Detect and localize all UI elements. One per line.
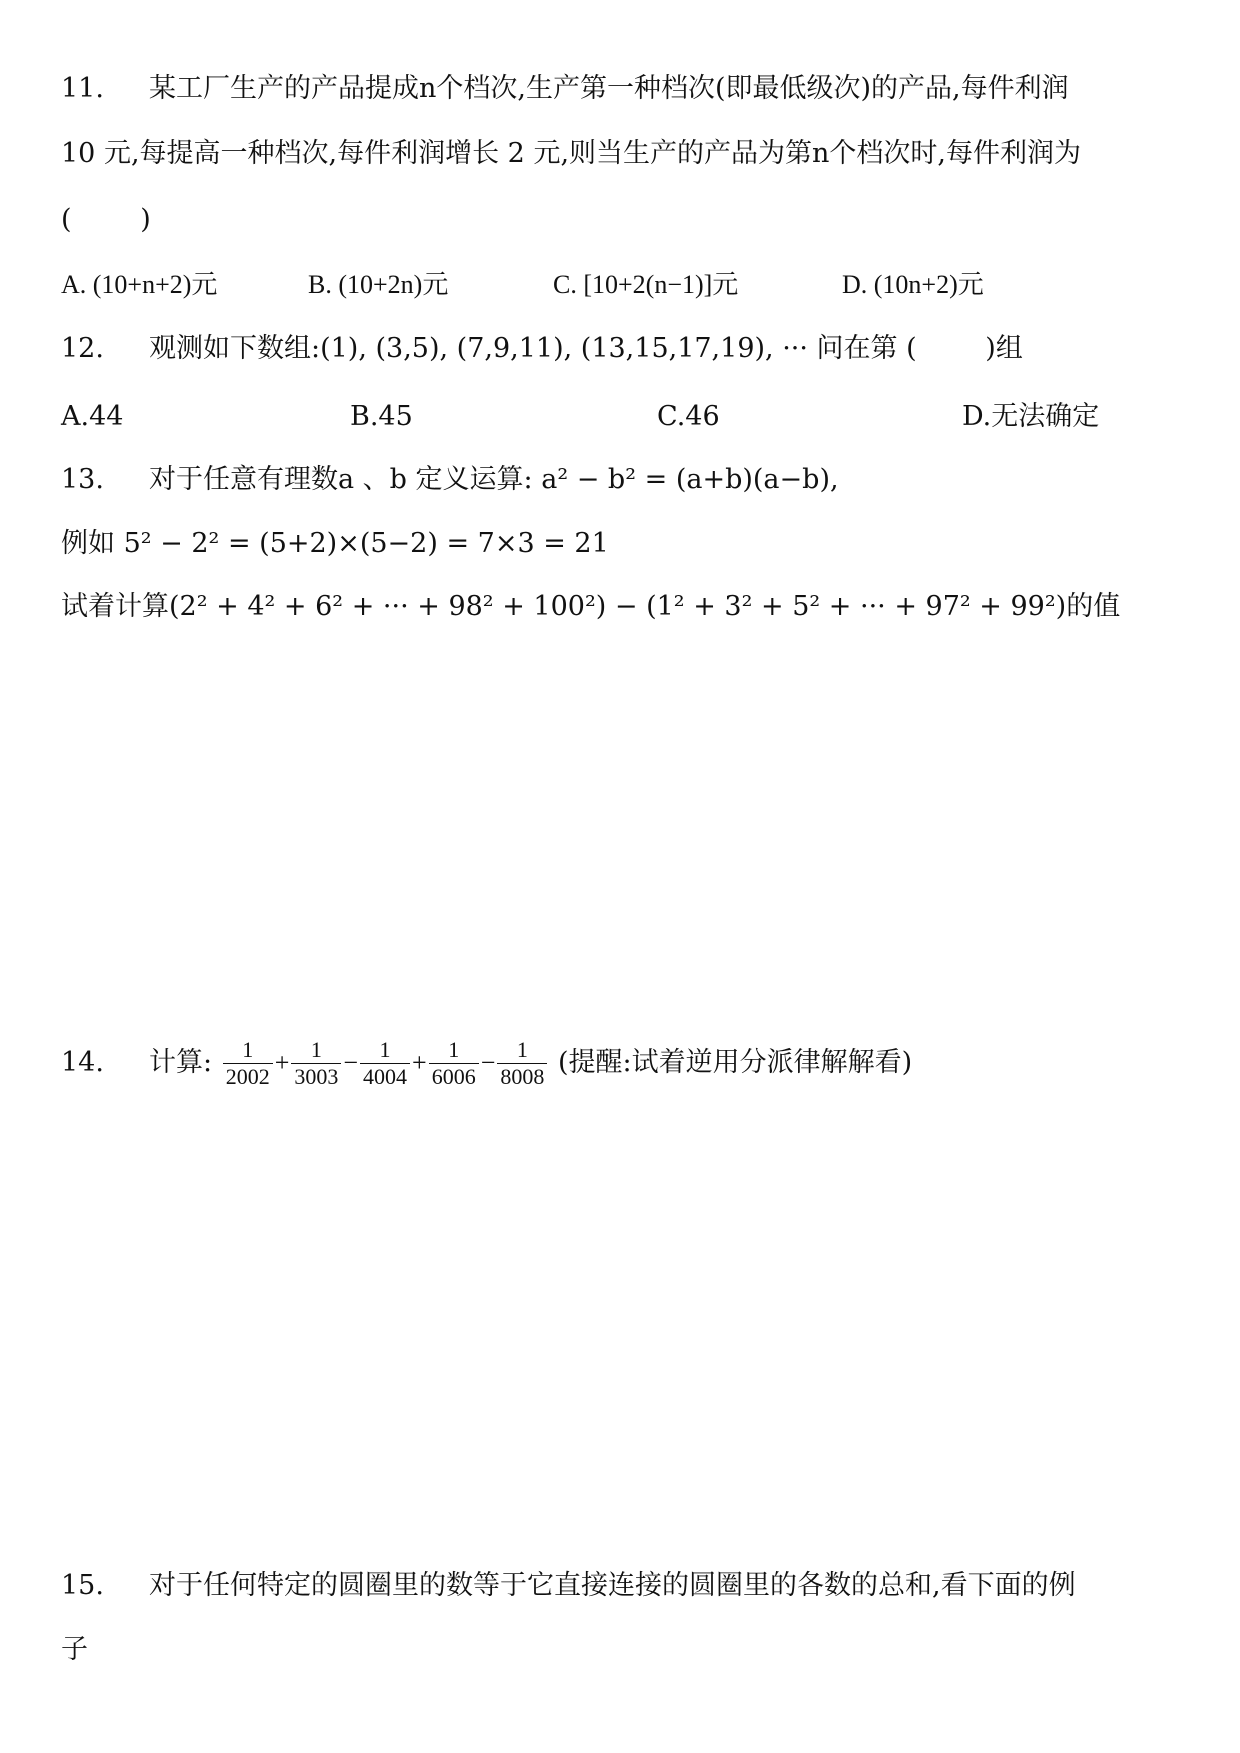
operator-sign: − xyxy=(480,1048,496,1077)
q14-hint: (提醒:试着逆用分派律解解看) xyxy=(557,1047,913,1078)
q14-expression xyxy=(149,1028,912,1098)
operator-sign: + xyxy=(274,1048,290,1077)
numerator: 1 xyxy=(497,1037,547,1064)
denominator: 4004 xyxy=(363,1064,408,1089)
operator-sign: − xyxy=(343,1048,359,1077)
q13-task: 试着计算(2² + 4² + 6² + ··· + 98² + 100²) − (1² + 3² + 5² + ··· + 97² + 99²)的值 xyxy=(61,591,1121,622)
q11-option-a: A. (10+n+2)元 xyxy=(61,270,218,299)
q11-blank: ( ) xyxy=(61,204,151,235)
denominator: 6006 xyxy=(431,1064,476,1089)
q11-option-b: B. (10+2n)元 xyxy=(308,270,449,299)
q12-option-b: B.45 xyxy=(350,401,413,432)
q15-number: 15. xyxy=(61,1570,104,1601)
numerator: 1 xyxy=(429,1037,479,1064)
q12-option-c: C.46 xyxy=(657,401,720,432)
fraction xyxy=(360,1037,410,1090)
denominator: 8008 xyxy=(500,1064,545,1089)
q12-number: 12. xyxy=(61,333,104,364)
q14-number: 14. xyxy=(61,1047,104,1078)
q12-option-d: D.无法确定 xyxy=(962,401,1100,432)
denominator: 3003 xyxy=(294,1064,339,1089)
fraction xyxy=(429,1037,479,1090)
fraction xyxy=(497,1037,547,1090)
fraction xyxy=(223,1037,273,1090)
q11-line2: 10 元,每提高一种档次,每件利润增长 2 元,则当生产的产品为第n个档次时,每件利润为 xyxy=(61,138,1081,169)
q11-line1: 某工厂生产的产品提成n个档次,生产第一种档次(即最低级次)的产品,每件利润 xyxy=(149,73,1069,104)
q12-text: 观测如下数组:(1), (3,5), (7,9,11), (13,15,17,19), ··· 问在第 ( )组 xyxy=(149,333,1023,364)
q13-number: 13. xyxy=(61,464,104,495)
q11-option-c: C. [10+2(n−1)]元 xyxy=(553,270,739,299)
q15-line2: 子 xyxy=(61,1634,88,1665)
operator-sign: + xyxy=(412,1048,427,1077)
denominator: 2002 xyxy=(225,1064,270,1089)
q13-text: 对于任意有理数a 、b 定义运算: a² − b² = (a+b)(a−b), xyxy=(149,464,839,495)
fraction xyxy=(291,1037,341,1090)
numerator: 1 xyxy=(291,1037,341,1064)
q13-example: 例如 5² − 2² = (5+2)×(5−2) = 7×3 = 21 xyxy=(61,528,609,559)
q15-line1: 对于任何特定的圆圈里的数等于它直接连接的圆圈里的各数的总和,看下面的例 xyxy=(149,1570,1076,1601)
q12-option-a: A.44 xyxy=(61,401,124,432)
q11-number: 11. xyxy=(61,73,104,104)
q14-label: 计算: xyxy=(149,1047,213,1078)
q11-option-d: D. (10n+2)元 xyxy=(842,270,984,299)
numerator: 1 xyxy=(223,1037,273,1064)
numerator: 1 xyxy=(360,1037,410,1064)
